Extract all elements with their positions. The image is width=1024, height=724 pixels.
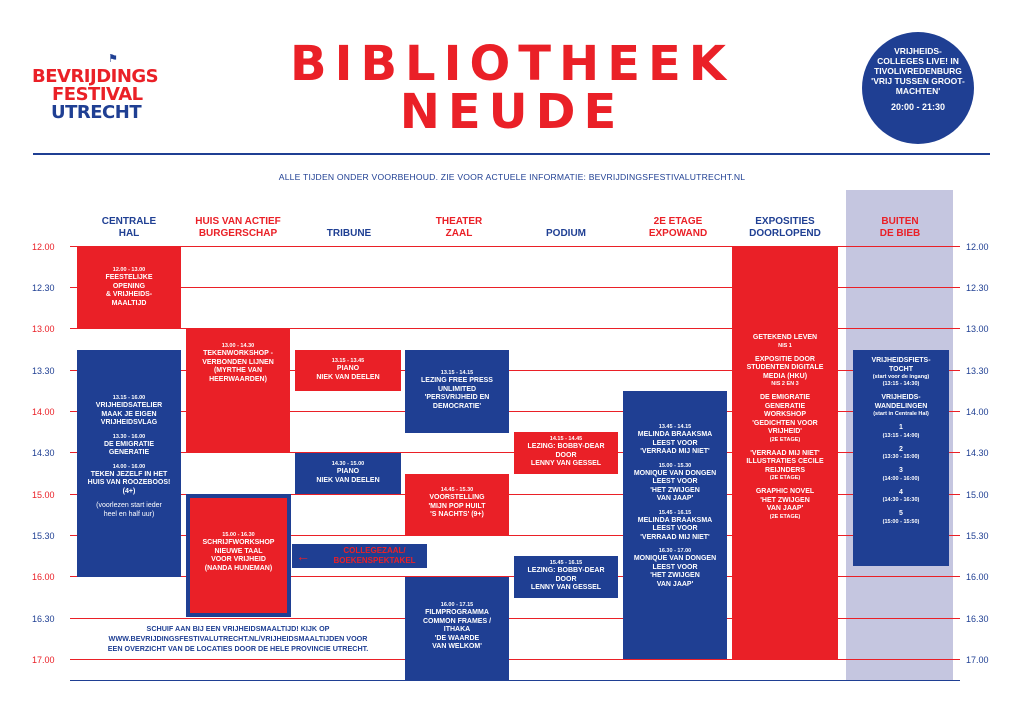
event-expowand-voorlezen [623, 391, 727, 659]
event-title-line: 'HET ZWIJGEN [760, 496, 810, 504]
event-subtitle: (13:15 - 14:30) [882, 381, 920, 387]
column-header-line: CENTRALE [101, 216, 157, 227]
event-time: 13.15 - 16.00 [112, 395, 146, 401]
event-lezing-bobby-dear-2 [514, 556, 618, 598]
event-subtitle: (2E ETAGE) [769, 513, 801, 520]
event-lezing-free-press [405, 350, 509, 433]
event-time: 13.30 - 16.00 [112, 433, 146, 440]
column-header-line: BUITEN [881, 216, 919, 227]
event-title-line: DOOR [555, 451, 577, 459]
footnote-line: SCHUIF AAN BIJ EEN VRIJHEIDSMAALTIJD! KIJK OP [146, 624, 330, 633]
event-title-line: NIEK VAN DEELEN [316, 373, 380, 381]
badge-line-1: VRIJHEIDS- [894, 46, 942, 56]
event-time: 15.45 - 16.15 [658, 509, 692, 516]
event-title-line: (4+) [122, 487, 136, 495]
walk-number: 1 [899, 424, 903, 431]
event-subtitle: (start voor de ingang) [872, 374, 930, 380]
walk-time: (13:30 - 15:00) [882, 454, 920, 460]
event-title-line: MAALTIJD [111, 299, 147, 307]
column-header-2e-etage [623, 216, 733, 240]
event-title-line: VAN JAAP' [656, 580, 694, 588]
vrijheidscolleges-badge [862, 32, 974, 144]
arrow-label-line: BOEKENSPEKTAKEL [333, 556, 416, 565]
event-title-line: FILMPROGRAMMA [425, 609, 489, 616]
arrow-label-line: COLLEGEZAAL/ [343, 546, 406, 555]
event-title-line: PIANO [336, 365, 360, 372]
event-exposities-doorlopend [732, 246, 838, 659]
column-header-huis-van-actief [183, 216, 293, 240]
event-time: 15.00 - 15.30 [658, 462, 692, 469]
event-title-line: GETEKEND LEVEN [752, 334, 818, 341]
event-title-line: 'VERRAAD MIJ NIET' [640, 533, 710, 541]
event-title-line: VRIJHEIDSATELIER [95, 402, 163, 409]
event-title-line: 'HET ZWIJGEN [650, 572, 700, 579]
event-title-line: DEMOCRATIE' [432, 402, 482, 410]
event-title-line: NIEK VAN DEELEN [316, 476, 380, 484]
column-header-line: THEATER [435, 216, 483, 227]
time-label: 17.00 [966, 655, 989, 665]
footnote-line: EEN OVERZICHT VAN DE LOCATIES DOOR DE HELE PROVINCIE UTRECHT. [107, 644, 369, 653]
badge-line-3: TIVOLIVREDENBURG [874, 66, 962, 76]
event-title-line: VRIJHEID' [768, 428, 802, 435]
event-title-line: 'MIJN POP HUILT [428, 502, 486, 510]
event-time: 14.15 - 14.45 [549, 436, 583, 442]
badge-line-2: COLLEGES LIVE! IN [877, 56, 959, 66]
event-time: 13.15 - 13.45 [331, 358, 365, 364]
event-title-line: 'VERRAAD MIJ NIET' [750, 449, 820, 457]
time-label: 16.00 [966, 572, 989, 582]
event-title-line: VOORSTELLING [429, 494, 485, 501]
event-subtitle: NIS 1 [778, 342, 792, 349]
header-divider [33, 153, 990, 155]
event-title-line: LEEST VOOR [652, 563, 698, 571]
footnote-line: WWW.BEVRIJDINGSFESTIVALUTRECHT.NL/VRIJHEIDSMAALTIJDEN VOOR [108, 634, 368, 643]
event-time: 15.45 - 16.15 [549, 560, 583, 566]
event-title-line: VERBONDEN LIJNEN [202, 358, 274, 366]
event-title-line: UNLIMITED [437, 385, 477, 393]
event-time: 15.00 - 16.30 [222, 532, 255, 538]
time-label: 14.00 [966, 407, 989, 417]
event-title-line: COMMON FRAMES / [422, 617, 492, 625]
event-title-line: HUIS VAN ROOZEBOOS! [87, 479, 171, 486]
event-time: 14.30 - 15.00 [331, 461, 365, 467]
event-title-line: MELINDA BRAAKSMA [637, 431, 713, 438]
grid-line-1700 [70, 659, 960, 660]
event-title-line: FEESTELIJKE [105, 274, 153, 281]
event-title-line: VOOR VRIJHEID [211, 556, 266, 563]
event-schrijfworkshop [186, 494, 291, 617]
logo-line-1: BEVRIJDINGS [32, 66, 159, 87]
column-header-line: HUIS VAN ACTIEF [195, 216, 281, 227]
event-title-line: 'PERSVRIJHEID EN [424, 394, 490, 401]
event-title-line: STUDENTEN DIGITALE [746, 364, 824, 371]
column-header-line: PODIUM [546, 228, 586, 239]
event-title-line: GENERATIE [764, 402, 806, 410]
time-label: 15.30 [32, 531, 55, 541]
event-title-line: VRIJHEIDS- [881, 394, 921, 401]
event-title-line: 'S NACHTS' (9+) [430, 511, 484, 518]
event-title-line: DE EMIGRATIE [103, 440, 155, 448]
event-title-line: WORKSHOP [764, 411, 806, 418]
event-title-line: ITHAKA [443, 626, 471, 633]
event-title-line: MONIQUE VAN DONGEN [633, 555, 717, 562]
event-title-line: LEZING: BOBBY-DEAR [527, 567, 605, 574]
time-label: 14.00 [32, 407, 55, 417]
grid-line-bottom [70, 680, 960, 681]
event-subtitle: (2E ETAGE) [769, 475, 801, 481]
time-label: 12.00 [32, 242, 55, 252]
event-title-line: LEZING FREE PRESS [421, 377, 493, 384]
event-tekenworkshop [186, 329, 290, 453]
event-title-line: TEKENWORKSHOP - [203, 350, 273, 357]
walk-number: 2 [899, 445, 903, 453]
column-header-theater-zaal [404, 216, 514, 240]
event-lezing-bobby-dear-1 [514, 432, 618, 474]
event-buiten-de-bieb [853, 350, 949, 566]
badge-line-5: MACHTEN' [895, 86, 941, 96]
event-title-line: & VRIJHEIDS- [105, 291, 153, 298]
column-header-centrale-hal [74, 216, 184, 240]
event-time: 13.15 - 14.15 [440, 370, 474, 376]
time-label: 12.30 [32, 283, 55, 293]
column-header-line: HAL [118, 228, 140, 239]
walk-time: (13:15 - 14:00) [882, 432, 920, 439]
event-vrijheidsatelier [77, 350, 181, 577]
time-label: 12.00 [966, 242, 989, 252]
event-title-line: VAN WELKOM' [432, 643, 482, 650]
event-subtitle: (start in Centrale Hal) [873, 411, 929, 417]
time-label: 16.30 [32, 614, 55, 624]
event-title-line: VRIJHEIDSVLAG [100, 419, 158, 426]
event-title-line: MEDIA (HKU) [762, 372, 808, 380]
event-note-line: heel en half uur) [103, 510, 155, 518]
event-feestelijke-opening [77, 247, 181, 329]
badge-line-4: 'VRIJ TUSSEN GROOT- [871, 76, 965, 86]
time-label: 14.30 [32, 448, 55, 458]
column-header-line: EXPOSITIES [755, 216, 815, 227]
event-title-line: DOOR [555, 575, 577, 583]
event-title-line: TOCHT [889, 365, 913, 373]
event-title-line: WANDELINGEN [874, 402, 928, 410]
event-title-line: DE EMIGRATIE [759, 394, 811, 401]
time-label: 13.30 [32, 366, 55, 376]
logo-line-3: UTRECHT [51, 102, 142, 123]
column-header-line: BURGERSCHAP [198, 228, 278, 239]
event-piano-2 [295, 453, 401, 494]
event-title-line: HEERWAARDEN) [209, 375, 267, 383]
event-title-line: EXPOSITIE DOOR [755, 355, 815, 363]
badge-time: 20:00 - 21:30 [890, 102, 946, 112]
column-header-line: EXPOWAND [648, 228, 708, 239]
walk-number: 4 [899, 488, 903, 496]
event-filmprogramma [405, 577, 509, 680]
walk-number: 3 [899, 467, 903, 474]
column-header-exposities [730, 216, 840, 240]
event-title-line: ILLUSTRATIES CECILE [746, 458, 824, 465]
time-label: 13.30 [966, 366, 989, 376]
walk-time: (14:30 - 16:30) [882, 497, 920, 503]
event-time: 12.00 - 13.00 [112, 267, 146, 273]
event-title-line: LENNY VAN GESSEL [530, 584, 602, 591]
event-time: 13.45 - 14.15 [658, 424, 692, 430]
time-label: 14.30 [966, 448, 989, 458]
event-title-line: VAN JAAP' [656, 495, 694, 502]
event-title-line: LEZING: BOBBY-DEAR [527, 443, 605, 450]
event-title-line: LENNY VAN GESSEL [530, 460, 602, 467]
disclaimer-notice: ALLE TIJDEN ONDER VOORBEHOUD. ZIE VOOR ACTUELE INFORMATIE: BEVRIJDINGSFESTIVALUTRECHT.NL [278, 172, 746, 182]
column-header-line: 2E ETAGE [653, 216, 703, 227]
event-title-line: (NANDA HUNEMAN) [204, 564, 273, 572]
collegezaal-arrow-label [292, 544, 427, 568]
time-label: 15.00 [32, 490, 55, 500]
event-title-line: GENERATIE [108, 449, 150, 456]
column-header-line: DOORLOPEND [749, 228, 821, 239]
column-header-podium [511, 228, 621, 240]
page-title-line-1: BIBLIOTHEEK [290, 36, 734, 92]
column-header-line: TRIBUNE [326, 228, 372, 239]
event-title-line: SCHRIJFWORKSHOP [202, 539, 275, 546]
column-header-line: ZAAL [445, 228, 473, 239]
column-header-buiten-de-bieb [845, 216, 955, 240]
event-title-line: (MYRTHE VAN [213, 367, 263, 374]
event-title-line: LEEST VOOR [652, 478, 698, 485]
event-time: 16.30 - 17.00 [658, 548, 692, 554]
walk-time: (14:00 - 16:00) [882, 475, 920, 482]
event-piano-1 [295, 350, 401, 391]
time-label: 16.00 [32, 572, 55, 582]
event-time: 13.00 - 14.30 [221, 343, 255, 349]
event-title-line: TEKEN JEZELF IN HET [90, 470, 168, 478]
event-title-line: MONIQUE VAN DONGEN [633, 469, 717, 477]
event-voorstelling [405, 474, 509, 536]
event-title-line: 'HET ZWIJGEN [650, 486, 700, 494]
time-label: 13.00 [966, 324, 989, 334]
column-header-tribune [294, 228, 404, 240]
column-header-line: DE BIEB [879, 228, 921, 239]
event-title-line: LEEST VOOR [652, 439, 698, 447]
time-label: 16.30 [966, 614, 989, 624]
event-subtitle: NIS 2 EN 3 [771, 381, 799, 387]
arrow-left-icon: ← [296, 548, 310, 564]
time-label: 15.00 [966, 490, 989, 500]
event-title-line: 'VERRAAD MIJ NIET' [640, 448, 710, 455]
logo-line-2: FESTIVAL [52, 84, 143, 105]
time-label: 15.30 [966, 531, 989, 541]
maaltijd-footnote [78, 624, 398, 654]
event-title-line: MAAK JE EIGEN [101, 410, 157, 418]
event-title-line: LEEST VOOR [652, 525, 698, 532]
event-title-line: NIEUWE TAAL [214, 547, 263, 555]
event-title-line: PIANO [336, 468, 360, 475]
walk-time: (15:00 - 15:50) [882, 518, 920, 525]
event-note-line: (voorlezen start ieder [96, 502, 162, 509]
event-title-line: 'GEDICHTEN VOOR [752, 419, 818, 427]
logo-flag-icon: ⚑ [108, 52, 118, 65]
time-label: 12.30 [966, 283, 989, 293]
time-label: 13.00 [32, 324, 55, 334]
event-time: 14.45 - 15.30 [440, 487, 474, 493]
event-time: 14.00 - 16.00 [112, 463, 146, 470]
event-time: 16.00 - 17.15 [440, 602, 474, 608]
event-title-line: GRAPHIC NOVEL [755, 488, 815, 495]
time-label: 17.00 [32, 655, 55, 665]
event-title-line: OPENING [112, 282, 146, 290]
event-title-line: 'DE WAARDE [434, 634, 480, 642]
walk-number: 5 [899, 510, 903, 517]
event-title-line: MELINDA BRAAKSMA [637, 516, 713, 524]
event-title-line: VAN JAAP' [766, 505, 804, 512]
page-title-line-2: NEUDE [399, 84, 625, 140]
event-title-line: REIJNDERS [764, 466, 806, 474]
event-title-line: VRIJHEIDSFIETS- [871, 357, 931, 364]
event-subtitle: (2E ETAGE) [769, 436, 801, 443]
